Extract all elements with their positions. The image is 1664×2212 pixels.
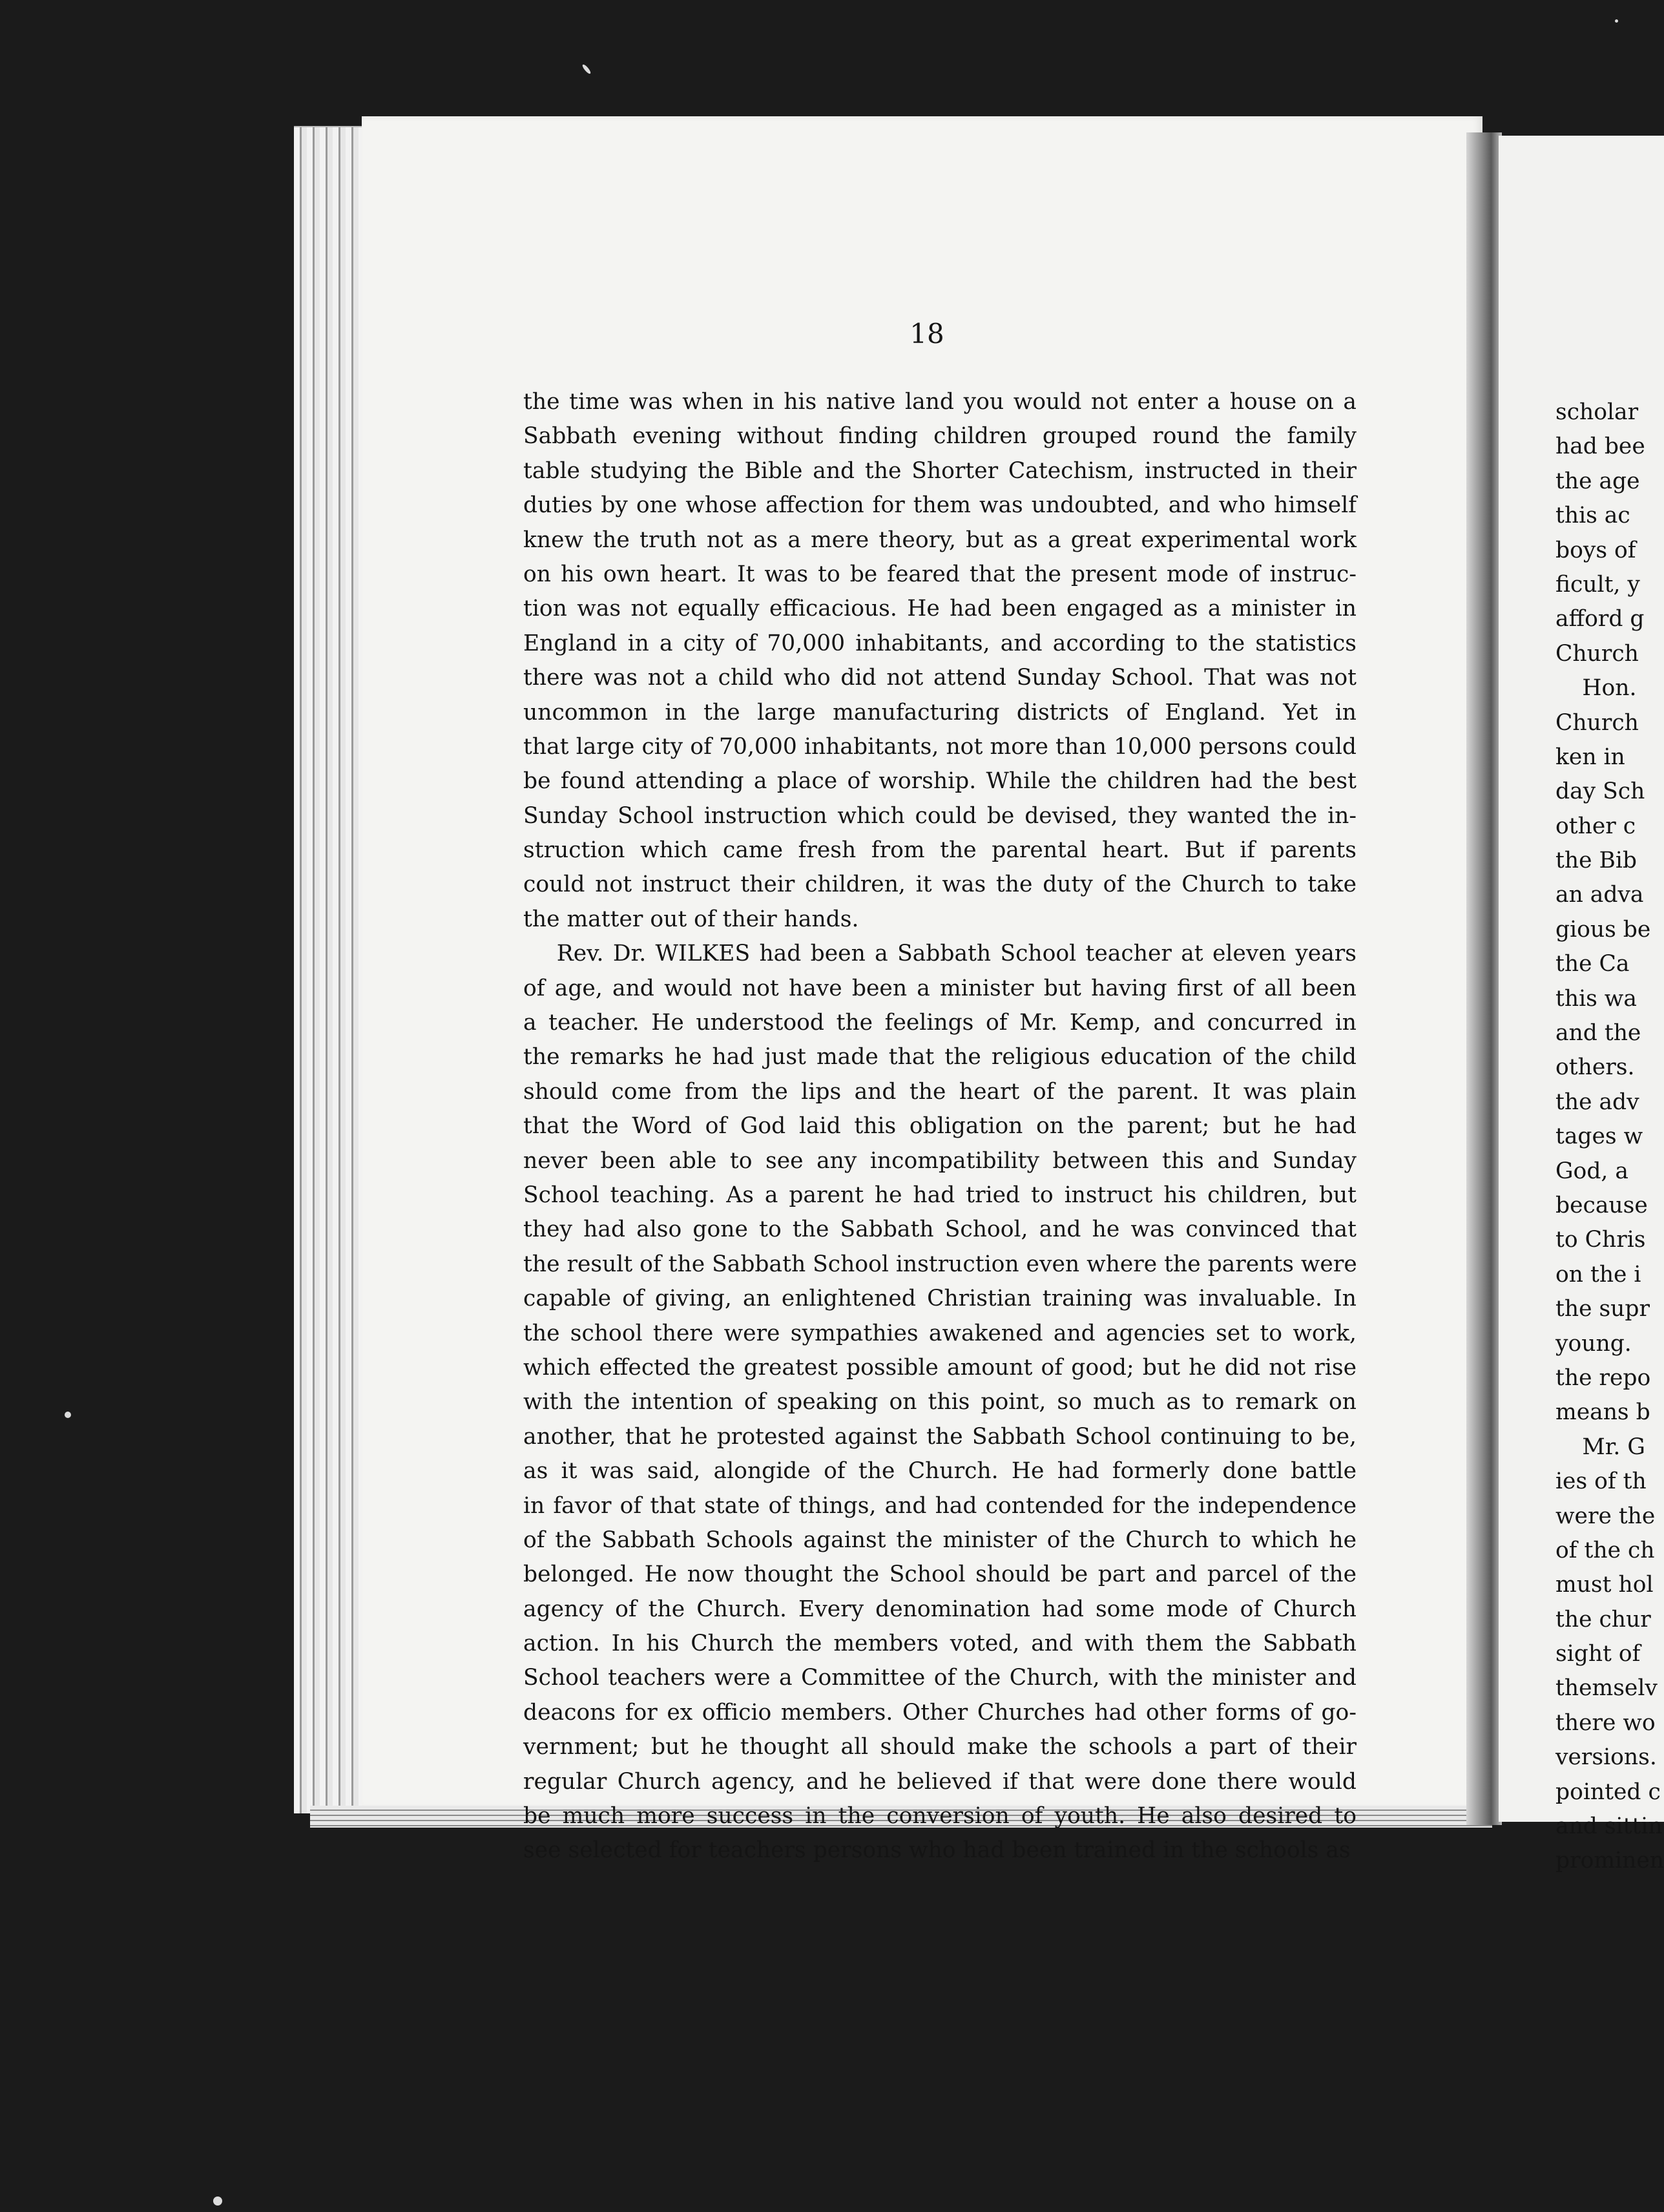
text-line: sight of: [1555, 1641, 1641, 1667]
text-line: School teachers were a Committee of the Church, with the minister and: [523, 1665, 1357, 1691]
text-line: the chur: [1555, 1606, 1651, 1633]
text-line: they had also gone to the Sabbath School, and he was convinced that: [523, 1216, 1357, 1243]
right-page-text: [1555, 395, 1664, 1879]
text-line: because: [1555, 1192, 1648, 1218]
text-line: on the i: [1555, 1261, 1641, 1288]
text-line: that the Word of God laid this obligation on the parent; but he had: [523, 1113, 1357, 1140]
film-speck: [213, 2196, 222, 2206]
text-line: Church: [1555, 640, 1639, 667]
text-line: of age, and would not have been a minister but having first of all been: [523, 975, 1357, 1001]
text-line: the matter out of their hands.: [523, 906, 859, 932]
text-line: agency of the Church. Every denomination had some mode of Church: [523, 1596, 1357, 1622]
text-line: boys of: [1555, 537, 1636, 563]
text-line: pointed c: [1555, 1779, 1661, 1805]
text-line: capable of giving, an enlightened Christian training was invaluable. In: [523, 1286, 1357, 1312]
text-line: versions.: [1555, 1744, 1657, 1771]
text-line: God, a: [1555, 1158, 1628, 1184]
film-speck: [65, 1412, 71, 1418]
film-speck: [581, 63, 592, 75]
text-line: this ac: [1555, 503, 1630, 529]
text-line: Sunday School instruction which could be devised, they wanted the in-: [523, 802, 1357, 829]
text-line: which effected the greatest possible amount of good; but he did not rise: [523, 1354, 1357, 1381]
text-line: prominen: [1555, 1848, 1664, 1874]
text-line: the age: [1555, 468, 1640, 494]
text-line: scholar: [1555, 399, 1639, 425]
text-line: this wa: [1555, 985, 1637, 1012]
text-line: were the: [1555, 1503, 1656, 1529]
page-stack-edge: [294, 126, 371, 1813]
text-line: the adv: [1555, 1089, 1639, 1115]
text-line: vernment; but he thought all should make the schools a part of their: [523, 1734, 1357, 1760]
text-line: never been able to see any incompatibility between this and Sunday: [523, 1147, 1357, 1174]
text-line: day Sch: [1555, 778, 1645, 805]
text-line: young.: [1555, 1330, 1632, 1357]
text-line: be found attending a place of worship. While the children had the best: [523, 768, 1357, 795]
film-speck: [1615, 19, 1618, 23]
text-line: others.: [1555, 1054, 1635, 1081]
text-line: of the ch: [1555, 1537, 1655, 1563]
text-line: deacons for ex officio members. Other Churches had other forms of go-: [523, 1699, 1357, 1726]
text-line: there was not a child who did not attend Sunday School. That was not: [523, 665, 1357, 691]
text-line: regular Church agency, and he believed if that were done there would: [523, 1768, 1357, 1795]
text-line: and sittin: [1555, 1813, 1663, 1840]
text-line: themselv: [1555, 1675, 1658, 1702]
book-gutter: [1466, 132, 1502, 1825]
text-line: as it was said, alongide of the Church. He had formerly done battle: [523, 1458, 1357, 1485]
text-line: the result of the Sabbath School instruction even where the parents were: [523, 1251, 1357, 1277]
text-line: must hol: [1555, 1572, 1654, 1598]
text-line: means b: [1555, 1399, 1650, 1426]
text-line: afford g: [1555, 606, 1645, 632]
text-line: in favor of that state of things, and had contended for the independence: [523, 1492, 1357, 1519]
text-line: there wo: [1555, 1709, 1656, 1736]
text-line: belonged. He now thought the School should be part and parcel of the: [523, 1561, 1357, 1588]
text-line: ies of th: [1555, 1468, 1647, 1495]
text-line: duties by one whose affection for them was undoubted, and who himself: [523, 492, 1357, 519]
text-line: the repo: [1555, 1364, 1651, 1391]
text-line: Sabbath evening without finding children grouped round the family: [523, 423, 1357, 450]
left-page-text: [523, 385, 1357, 1868]
text-line: the time was when in his native land you would not enter a house on a: [523, 389, 1357, 415]
text-line: the remarks he had just made that the religious education of the child: [523, 1044, 1357, 1070]
text-line: table studying the Bible and the Shorter Catechism, instructed in their: [523, 457, 1357, 484]
text-line: another, that he protested against the Sabbath School continuing to be,: [523, 1423, 1357, 1450]
text-line: had bee: [1555, 433, 1645, 460]
text-line: an adva: [1555, 882, 1644, 908]
text-line: the Bib: [1555, 848, 1637, 874]
text-line: tion was not equally efficacious. He had been engaged as a minister in: [523, 596, 1357, 622]
text-line: Church: [1555, 709, 1639, 736]
text-line: and the: [1555, 1020, 1641, 1047]
text-line: the supr: [1555, 1296, 1650, 1322]
text-line: see selected for teachers persons who had been trained in the schools as: [523, 1837, 1351, 1864]
text-line: be much more success in the conversion of youth. He also desired to: [523, 1803, 1357, 1830]
text-line: tages w: [1555, 1123, 1643, 1150]
text-line: Rev. Dr. WILKES had been a Sabbath School teacher at eleven years: [556, 941, 1357, 967]
page-number: 18: [910, 318, 944, 350]
text-line: England in a city of 70,000 inhabitants, and according to the statistics: [523, 630, 1357, 656]
text-line: action. In his Church the members voted, and with them the Sabbath: [523, 1631, 1357, 1657]
text-line: the school there were sympathies awakened and agencies set to work,: [523, 1320, 1357, 1346]
text-line: on his own heart. It was to be feared that the present mode of instruc-: [523, 561, 1357, 587]
text-line: School teaching. As a parent he had tried to instruct his children, but: [523, 1182, 1357, 1208]
text-line: to Chris: [1555, 1227, 1646, 1253]
text-line: knew the truth not as a mere theory, but as a great experimental work: [523, 527, 1357, 553]
text-line: gious be: [1555, 916, 1651, 943]
text-line: uncommon in the large manufacturing districts of England. Yet in: [523, 699, 1357, 725]
text-line: a teacher. He understood the feelings of Mr. Kemp, and concurred in: [523, 1010, 1357, 1036]
text-line: Mr. G: [1582, 1434, 1645, 1460]
text-line: other c: [1555, 813, 1636, 839]
text-line: of the Sabbath Schools against the minister of the Church to which he: [523, 1527, 1357, 1553]
text-line: ken in: [1555, 744, 1625, 770]
text-line: that large city of 70,000 inhabitants, not more than 10,000 persons could: [523, 733, 1357, 760]
text-line: ficult, y: [1555, 571, 1640, 598]
text-line: with the intention of speaking on this point, so much as to remark on: [523, 1389, 1357, 1415]
text-line: should come from the lips and the heart of the parent. It was plain: [523, 1078, 1357, 1105]
text-line: the Ca: [1555, 951, 1630, 977]
text-line: could not instruct their children, it was the duty of the Church to take: [523, 871, 1357, 898]
text-line: Hon.: [1582, 675, 1637, 702]
text-line: struction which came fresh from the parental heart. But if parents: [523, 837, 1357, 864]
